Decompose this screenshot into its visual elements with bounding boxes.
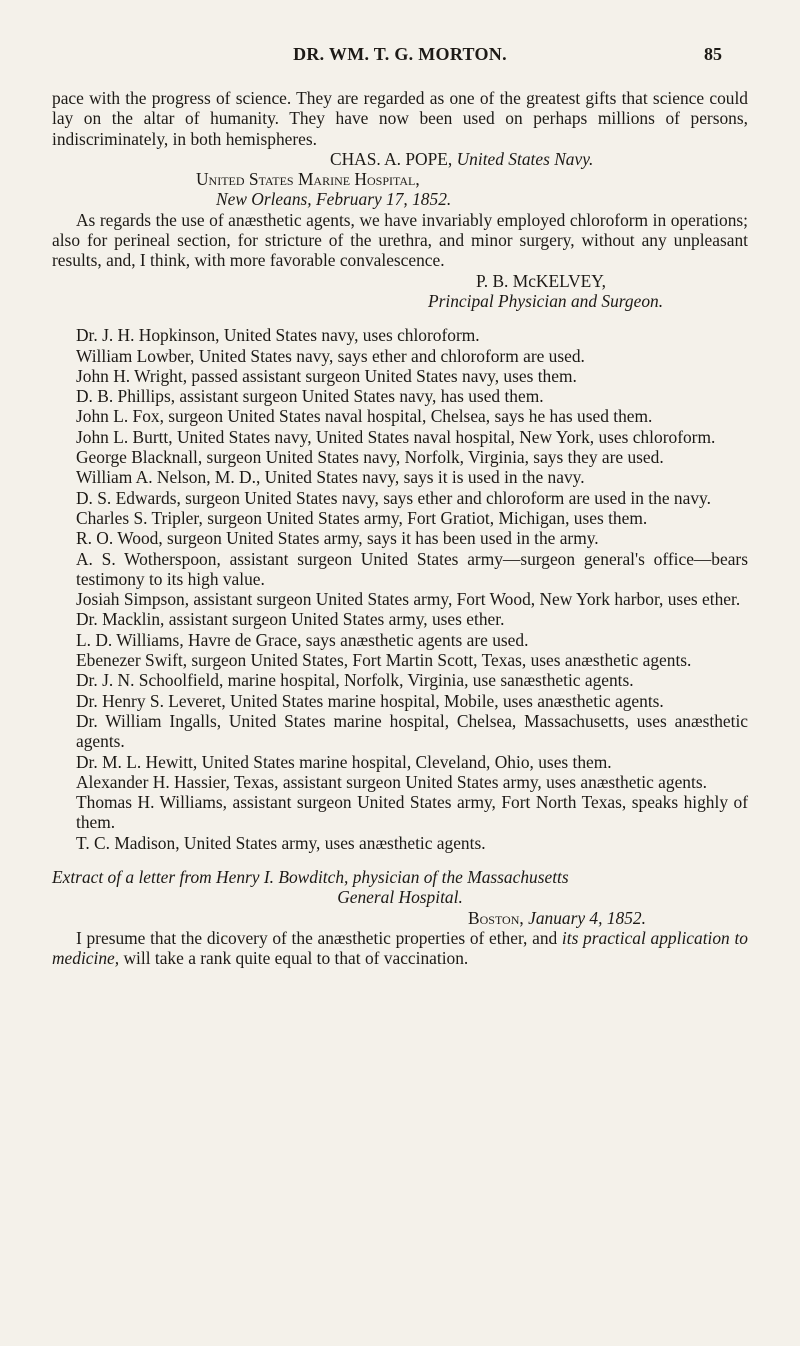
spacer [52, 853, 748, 867]
pope-paragraph: pace with the progress of science. They are regarded as one of the greatest gifts that science could lay on the altar of humanity. They have now been used on perhaps millions of persons, indiscriminately, in both hemispheres. [52, 88, 748, 149]
list-item: Alexander H. Hassier, Texas, assistant surgeon United States army, uses anæsthetic agents. [76, 771, 707, 792]
mckelvey-title: Principal Physician and Surgeon. [428, 290, 664, 311]
list-item: Dr. J. N. Schoolfield, marine hospital, Norfolk, Virginia, use sanæsthetic agents. [76, 670, 634, 691]
list-item: Thomas H. Williams, assistant surgeon United States army, Fort North Texas, speaks highly of them. [76, 792, 748, 833]
list-item: D. S. Edwards, surgeon United States navy, says ether and chloroform are used in the navy. [76, 487, 711, 508]
extract-heading-line1: Extract of a letter from Henry I. Bowditch, physician of the Massachusetts [52, 866, 569, 887]
pope-title: United States Navy. [456, 148, 594, 169]
pope-signature [52, 149, 748, 169]
list-item: D. B. Phillips, assistant surgeon United States navy, has used them. [76, 386, 544, 407]
entries-list [52, 325, 748, 853]
spacer [52, 311, 748, 325]
running-head: DR. WM. T. G. MORTON. [293, 44, 507, 64]
pope-name: CHAS. A. POPE, [330, 148, 453, 169]
list-item: Ebenezer Swift, surgeon United States, Fort Martin Scott, Texas, uses anæsthetic agents. [76, 650, 692, 671]
extract-text-italic: its practical application to medicine, [52, 927, 748, 969]
list-item: Josiah Simpson, assistant surgeon United States army, Fort Wood, New York harbor, uses ether. [76, 589, 741, 610]
mckelvey-dateline: New Orleans, February 17, 1852. [216, 189, 452, 210]
extract-place: Boston, [468, 907, 524, 928]
extract-date: January 4, 1852. [528, 907, 646, 928]
extract-text-start: I presume that the dicovery of the anæsthetic properties of ether, and [76, 927, 558, 948]
mckelvey-institution [52, 169, 748, 189]
list-item: Dr. J. H. Hopkinson, United States navy, uses chloroform. [76, 325, 480, 346]
extract-dateline [52, 908, 748, 928]
list-item: R. O. Wood, surgeon United States army, says it has been used in the army. [76, 528, 599, 549]
list-item: John L. Burtt, United States navy, United States naval hospital, New York, uses chloroform. [76, 426, 716, 447]
list-item: L. D. Williams, Havre de Grace, says anæsthetic agents are used. [76, 629, 529, 650]
extract-heading-line2: General Hospital. [337, 887, 463, 908]
list-item: Dr. William Ingalls, United States marine hospital, Chelsea, Massachusetts, uses anæsthetic agents. [76, 710, 748, 752]
mckelvey-name: P. B. McKELVEY, [476, 270, 606, 291]
list-item: T. C. Madison, United States army, uses anæsthetic agents. [76, 832, 486, 853]
list-item: John L. Fox, surgeon United States naval hospital, Chelsea, says he has used them. [76, 406, 653, 427]
list-item: George Blacknall, surgeon United States navy, Norfolk, Virginia, says they are used. [76, 447, 664, 468]
mckelvey-paragraph: As regards the use of anæsthetic agents, we have invariably employed chloroform in operations; also for perineal section, for stricture of the urethra, and minor surgery, without any unpleasant results, and, I think, with more favorable convalescence. [52, 209, 748, 271]
list-item: Charles S. Tripler, surgeon United States army, Fort Gratiot, Michigan, uses them. [76, 507, 648, 528]
page-number: 85 [704, 44, 722, 64]
extract-text-end: will take a rank quite equal to that of vaccination. [123, 948, 469, 969]
list-item: A. S. Wotherspoon, assistant surgeon United States army—surgeon general's office—bears testimony to its high value. [76, 548, 748, 589]
list-item: Dr. Macklin, assistant surgeon United States army, uses ether. [76, 609, 505, 630]
page-body [52, 88, 748, 968]
list-item: John H. Wright, passed assistant surgeon United States navy, uses them. [76, 365, 577, 386]
list-item: William Lowber, United States navy, says ether and chloroform are used. [76, 345, 585, 366]
list-item: William A. Nelson, M. D., United States navy, says it is used in the navy. [76, 467, 585, 488]
extract-paragraph [52, 928, 748, 969]
institution-name: United States Marine Hospital, [196, 169, 420, 190]
page-header [0, 44, 800, 68]
list-item: Dr. M. L. Hewitt, United States marine hospital, Cleveland, Ohio, uses them. [76, 751, 612, 772]
list-item: Dr. Henry S. Leveret, United States marine hospital, Mobile, uses anæsthetic agents. [76, 690, 664, 711]
